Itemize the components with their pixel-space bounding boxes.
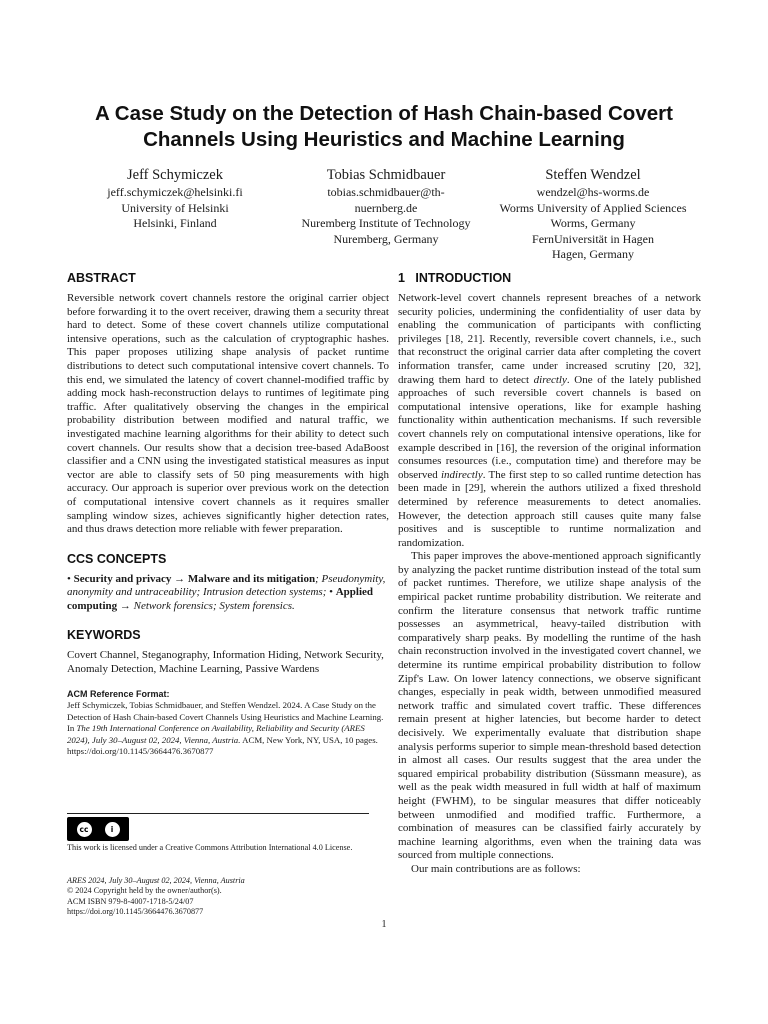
author-location: Nuremberg, Germany — [333, 231, 439, 246]
ccs-concept-malware: Malware and its mitigation — [187, 572, 316, 585]
intro-p1-directly: directly — [533, 373, 567, 386]
author-name: Steffen Wendzel — [545, 167, 641, 183]
ccs-text — [67, 573, 389, 614]
author-name: Jeff Schymiczek — [127, 167, 223, 183]
author-affiliation: University of Helsinki — [121, 200, 229, 215]
intro-p1-text-b: . One of the lately published approaches of such reversible covert channels is based on computational intensive operations, like for example hashing functionality within authentication mechanisms. If such reversible covert channels rely on computational intensive operations, like for example described in [16], the reversion of the original information consumes resources (i.e., computation time) and therefore may be observed — [398, 373, 701, 481]
abstract-text: Reversible network covert channels restore the original carrier object before forwarding it to the overt receiver, drawing them a security threat hard to detect. Some of these covert channels utilize computational intensive operations, such as the calculation of cryptographic hashes. This paper proposes utilizing shape analysis of packet runtime distributions to detect such computational intensive covert channels. To this end, we simulated the latency of covert channel-modified traffic by adding mock hash-reconstruction delays to runtimes of legitimate ping traffic. After qualitatively observing the changes in the empirical probability distribution between modified and natural traffic, we investigated machine learning algorithms for their ability to detect such covert channels. Our results show that a decision tree-based AdaBoost classifier and a CNN using the investigated statistical measures as input vector are able to classify sets of 50 ping measurements with high accuracy. Our approach is superior over previous work on the detection of computational intensive covert channels as it requires smaller sampling window sizes, achieves significantly higher detection rates, and thus draws detection more reliable with fewer preparation. — [67, 292, 389, 536]
acm-reference-venue: The 19th International Conference on Availability, Reliability and Security (ARES 2024), July 30–August 02, 2024, Vienna, Austria. — [67, 723, 365, 745]
footer-doi-link[interactable]: https://doi.org/10.1145/3664476.3670877 — [67, 906, 204, 916]
cc-icon: cc — [76, 821, 93, 838]
acm-reference-text: Jeff Schymiczek, Tobias Schmidbauer, and Steffen Wendzel. 2024. A Case Study on the Detection of Hash Chain-based Covert Channels Using Heuristics and Machine Learning. In — [67, 700, 384, 734]
left-column — [67, 270, 389, 758]
page-number: 1 — [381, 919, 387, 930]
footer-isbn: ACM ISBN 979-8-4007-1718-5/24/07 — [67, 896, 194, 906]
acm-reference-heading: ACM Reference Format: — [67, 688, 170, 699]
ccs-concept-forensics: Network forensics; System forensics. — [133, 599, 295, 612]
title-line-2: Channels Using Heuristics and Machine Learning — [143, 128, 625, 151]
introduction-heading: 1 INTRODUCTION — [398, 271, 512, 285]
author-block-1 — [80, 166, 270, 232]
author-block-2 — [286, 166, 486, 247]
footer-venue: ARES 2024, July 30–August 02, 2024, Vienna, Austria — [67, 876, 245, 885]
ccs-arrow: → — [174, 572, 186, 585]
author-affiliation: Nuremberg Institute of Technology — [301, 216, 471, 230]
author-affiliation-2: FernUniversität in Hagen — [532, 231, 654, 246]
keywords-text: Covert Channel, Steganography, Information Hiding, Network Security, Anomaly Detection, Machine Learning, Passive Wardens — [67, 649, 384, 676]
ccs-concept-rest: ; Pseudonymity, anonymity and untraceability; Intrusion detection systems; — [67, 572, 386, 599]
ccs-bullet: • — [329, 586, 333, 599]
intro-p1-text-c: . The first step to so called runtime detection has been made in [29], wherein the authors utilized a fixed threshold determined by reference measurements to detect anomalies. However, the detection approach still causes quite many false positives and is susceptible to runtime normalization and randomization. — [398, 468, 701, 549]
author-email-cont: nuernberg.de — [354, 200, 418, 215]
paper-title — [60, 101, 708, 153]
footer-meta — [67, 876, 387, 917]
intro-p1-indirectly: indirectly — [440, 468, 483, 481]
abstract-heading: ABSTRACT — [67, 271, 136, 285]
author-email: jeff.schymiczek@helsinki.fi — [107, 185, 243, 199]
title-line-1: A Case Study on the Detection of Hash Chain-based Covert — [95, 102, 673, 125]
ccs-bullet: • — [67, 572, 71, 585]
license-divider — [67, 813, 369, 814]
intro-paragraph-3: Our main contributions are as follows: — [411, 862, 581, 875]
author-location: Worms, Germany — [550, 216, 636, 230]
license-text: This work is licensed under a Creative Commons Attribution International 4.0 License. — [67, 843, 353, 852]
author-affiliation: Worms University of Applied Sciences — [499, 200, 687, 215]
ccs-arrow: → — [119, 599, 131, 612]
intro-p1-text-a: Network-level covert channels represent breaches of a network security policies, undermining the confidentiality of user data by enabling the communication of participants with conflicting privileges [18, 21]. Recently, reversible covert channels, i.e., such that reconstruct the original carrier data after completing the covert information transfer, came under increased scrutiny [20, 32], drawing them hard to detect — [398, 292, 701, 386]
acm-reference-doi: ACM, New York, NY, USA, 10 pages. https://doi.org/10.1145/3664476.3670877 — [67, 734, 378, 757]
author-email: tobias.schmidbauer@th- — [327, 185, 445, 199]
author-location-2: Hagen, Germany — [552, 247, 634, 261]
author-name: Tobias Schmidbauer — [326, 167, 446, 183]
cc-by-license-icon[interactable] — [67, 817, 129, 841]
intro-paragraph-1 — [398, 292, 701, 550]
ccs-concept-applied: Applied computing — [67, 586, 374, 612]
intro-paragraph-2: This paper improves the above-mentioned approach significantly by analyzing the packet runtime distribution instead of the total sum of packet runtimes. Therefore, we utilize shape analysis of the empirical packet runtime probability distribution. We reiterate and confirm the literature consensus that network traffic runtime possesses an asymmetrical, heavy-tailed distribution with comparatively sharp peaks. By modelling the runtime of the hash chain reconstruction involved in the investigated covert channel, we determine its runtime empirical probability distribution to follow Zipf's Law. On lower latency connections, we observe significant changes, especially in peak width, between unmodified measured network traffic and simulated covert traffic. These differences remain present at higher latencies, but become harder to detect decisively. We experimentally evaluate that distribution shape analysis performs superior to simple mean-threshold based detection in almost all cases. Our results suggest that the area under the squared empirical probability distribution (Süssmann measure), as well as the peak width measured in full width at half of maximum height (FWHM), to be singular measures that differ noticeably between unmodified and modified traffic. Furthermore, a combination of measures can be classified fairly accurately by machine learning algorithms, even when the training data was sourced from multiple connections. — [398, 550, 701, 862]
right-column — [398, 270, 701, 877]
ccs-concept-security: Security and privacy — [73, 572, 172, 585]
acm-reference — [67, 689, 389, 758]
keywords-heading: KEYWORDS — [67, 628, 141, 643]
attribution-icon: i — [104, 821, 121, 838]
author-location: Helsinki, Finland — [133, 216, 217, 230]
author-email: wendzel@hs-worms.de — [536, 185, 650, 199]
footer-copyright: © 2024 Copyright held by the owner/author(s). — [67, 886, 222, 896]
author-block-3 — [488, 166, 698, 263]
ccs-heading: CCS CONCEPTS — [67, 551, 167, 566]
